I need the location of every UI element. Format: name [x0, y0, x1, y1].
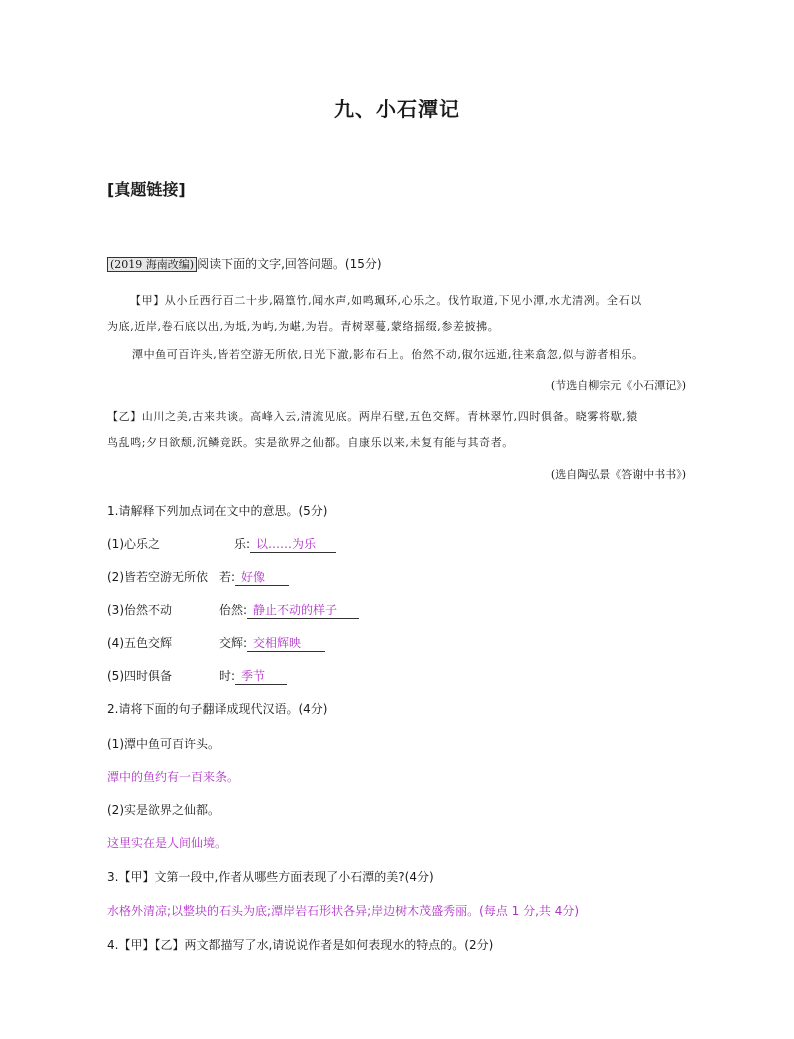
- source-tag: (2019 海南改编): [107, 257, 197, 272]
- q1-item-5: [219, 667, 287, 685]
- question-3-prompt: 3.【甲】文第一段中,作者从哪些方面表现了小石潭的美?(4分): [107, 870, 434, 884]
- q1-item-4: [219, 634, 325, 652]
- q2-answer-2: 这里实在是人间仙境。: [107, 836, 228, 850]
- passage-jia-line-2: 为底,近岸,卷石底以出,为坻,为屿,为嵁,为岩。青树翠蔓,蒙络摇缀,参差披拂。: [107, 320, 500, 333]
- q1-item-4-word: 交辉:: [219, 636, 248, 650]
- passage-jia-line-1: 【甲】从小丘西行百二十步,隔篁竹,闻水声,如鸣珮环,心乐之。伐竹取道,下见小潭,水尤清冽。全石以: [130, 294, 642, 307]
- passage-yi-source: (选自陶弘景《答谢中书书》): [550, 468, 686, 481]
- q2-sentence-1: (1)潭中鱼可百许头。: [107, 737, 220, 751]
- q1-item-1: [234, 535, 336, 553]
- q1-item-5-phrase: (5)四时俱备: [107, 669, 172, 683]
- q1-item-2-answer: 好像: [235, 568, 289, 586]
- q1-item-2-phrase: (2)皆若空游无所依: [107, 570, 208, 584]
- q3-answer: 水格外清凉;以整块的石头为底;潭岸岩石形状各异;岸边树木茂盛秀丽。(每点 1 分,共 4分): [107, 904, 580, 918]
- q1-item-4-phrase: (4)五色交辉: [107, 636, 172, 650]
- q1-item-4-answer: 交相辉映: [247, 634, 325, 652]
- q1-item-2-word: 若:: [219, 570, 236, 584]
- q1-item-3: [219, 601, 359, 619]
- page-title: 九、小石潭记: [334, 97, 460, 121]
- q1-item-1-answer: 以……为乐: [250, 535, 336, 553]
- q1-item-1-phrase: (1)心乐之: [107, 537, 160, 551]
- q1-item-2: [219, 568, 289, 586]
- passage-jia-source: (节选自柳宗元《小石潭记》): [550, 379, 686, 392]
- passage-yi-line-2: 鸟乱鸣;夕日欲颓,沉鳞竞跃。实是欲界之仙都。自康乐以来,未复有能与其奇者。: [107, 436, 514, 449]
- passage-jia-line-3: 潭中鱼可百许头,皆若空游无所依,日光下澈,影布石上。佁然不动,俶尔远逝,往来翕忽,似与游者相乐。: [132, 348, 644, 361]
- q1-item-3-answer: 静止不动的样子: [247, 601, 359, 619]
- q1-item-1-word: 乐:: [234, 537, 251, 551]
- q1-item-5-answer: 季节: [235, 667, 287, 685]
- q1-item-3-phrase: (3)佁然不动: [107, 603, 172, 617]
- q2-answer-1: 潭中的鱼约有一百来条。: [107, 770, 240, 784]
- question-1-prompt: 1.请解释下列加点词在文中的意思。(5分): [107, 504, 328, 518]
- question-4-prompt: 4.【甲】【乙】两文都描写了水,请说说作者是如何表现水的特点的。(2分): [107, 938, 494, 952]
- question-2-prompt: 2.请将下面的句子翻译成现代汉语。(4分): [107, 702, 328, 716]
- question-intro: [107, 255, 382, 272]
- section-heading: [真题链接]: [107, 180, 186, 199]
- intro-text: 阅读下面的文字,回答问题。(15分): [197, 257, 382, 271]
- passage-yi-line-1: 【乙】山川之美,古来共谈。高峰入云,清流见底。两岸石壁,五色交辉。青林翠竹,四时俱备。晓雾将歇,猿: [107, 410, 638, 423]
- q2-sentence-2: (2)实是欲界之仙都。: [107, 803, 220, 817]
- q1-item-3-word: 佁然:: [219, 603, 248, 617]
- q1-item-5-word: 时:: [219, 669, 236, 683]
